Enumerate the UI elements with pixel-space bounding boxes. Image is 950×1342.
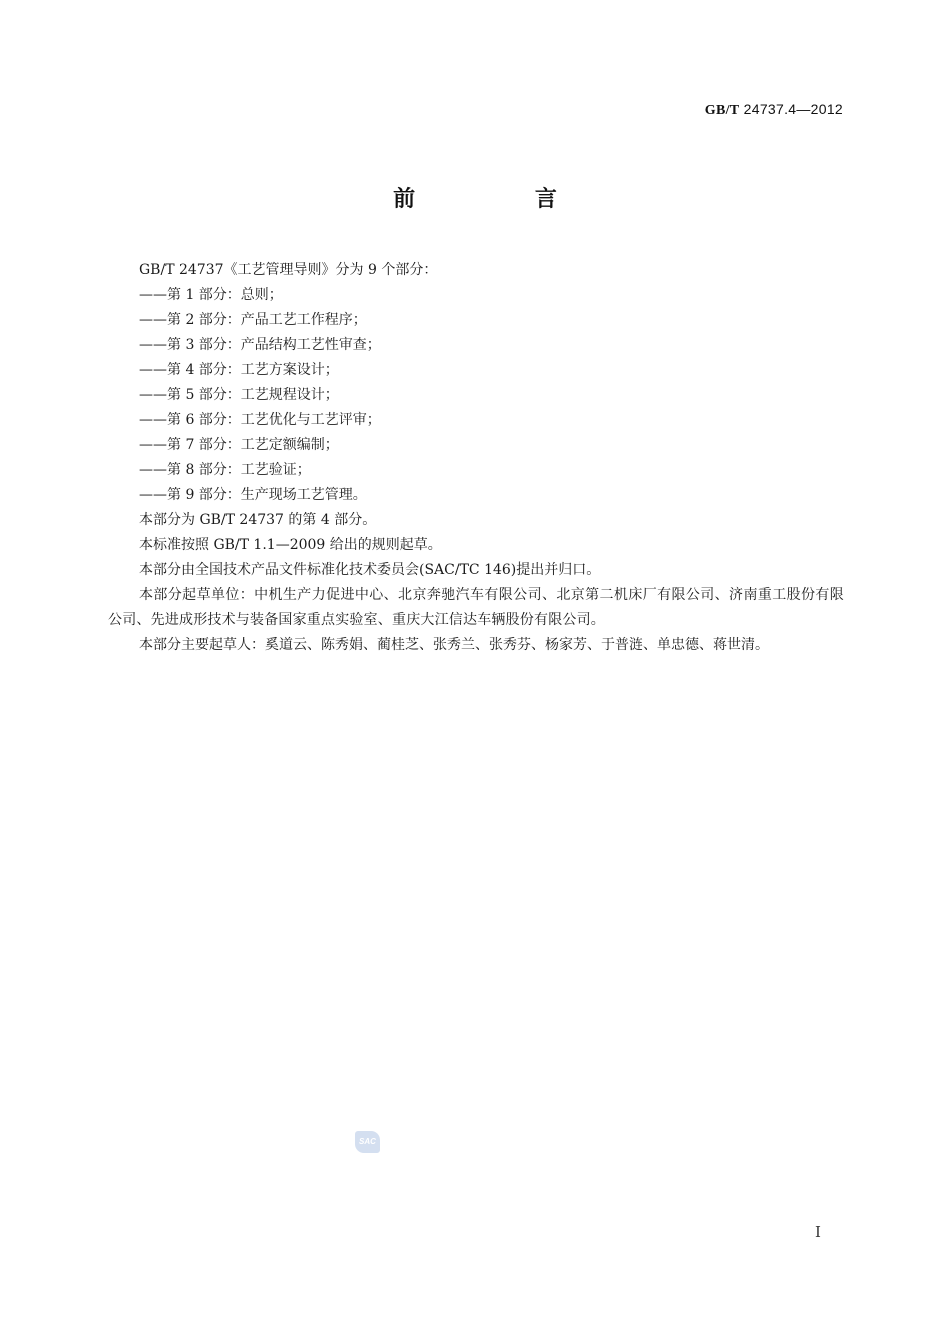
part-list-item-1: ——第 1 部分：总则； xyxy=(139,287,283,303)
part-list-item-8: ——第 8 部分：工艺验证； xyxy=(139,462,311,478)
part-list-item-3: ——第 3 部分：产品结构工艺性审查； xyxy=(139,337,381,353)
intro-paragraph: GB/T 24737《工艺管理导则》分为 9 个部分： xyxy=(139,262,438,278)
foreword-body xyxy=(108,258,844,658)
part-list-item-5: ——第 5 部分：工艺规程设计； xyxy=(139,387,339,403)
part-list-item-9: ——第 9 部分：生产现场工艺管理。 xyxy=(139,487,367,503)
sac-watermark-logo: SAC xyxy=(355,1131,380,1153)
drafters-paragraph: 本部分主要起草人：奚道云、陈秀娟、蔺桂芝、张秀兰、张秀芬、杨家芳、于普涟、单忠德、蒋世清。 xyxy=(139,637,769,653)
drafting-units-paragraph: 本部分起草单位：中机生产力促进中心、北京奔驰汽车有限公司、北京第二机床厂有限公司、济南重工股份有限公司、先进成形技术与装备国家重点实验室、重庆大江信达车辆股份有限公司。 xyxy=(108,587,844,628)
part-list-item-4: ——第 4 部分：工艺方案设计； xyxy=(139,362,339,378)
standard-code-number: 24737.4—2012 xyxy=(743,101,843,117)
part-list-item-7: ——第 7 部分：工艺定额编制； xyxy=(139,437,339,453)
standard-code-prefix: GB/T xyxy=(704,103,740,118)
part-list-item-2: ——第 2 部分：产品工艺工作程序； xyxy=(139,312,367,328)
page-title: 前 言 xyxy=(393,187,613,212)
drafting-rules-paragraph: 本标准按照 GB/T 1.1—2009 给出的规则起草。 xyxy=(139,537,442,553)
page-number: I xyxy=(815,1223,821,1241)
proposer-paragraph: 本部分由全国技术产品文件标准化技术委员会(SAC/TC 146)提出并归口。 xyxy=(139,562,601,578)
part-list-item-6: ——第 6 部分：工艺优化与工艺评审； xyxy=(139,412,381,428)
part-statement-paragraph: 本部分为 GB/T 24737 的第 4 部分。 xyxy=(139,512,377,528)
standard-code xyxy=(705,101,843,119)
